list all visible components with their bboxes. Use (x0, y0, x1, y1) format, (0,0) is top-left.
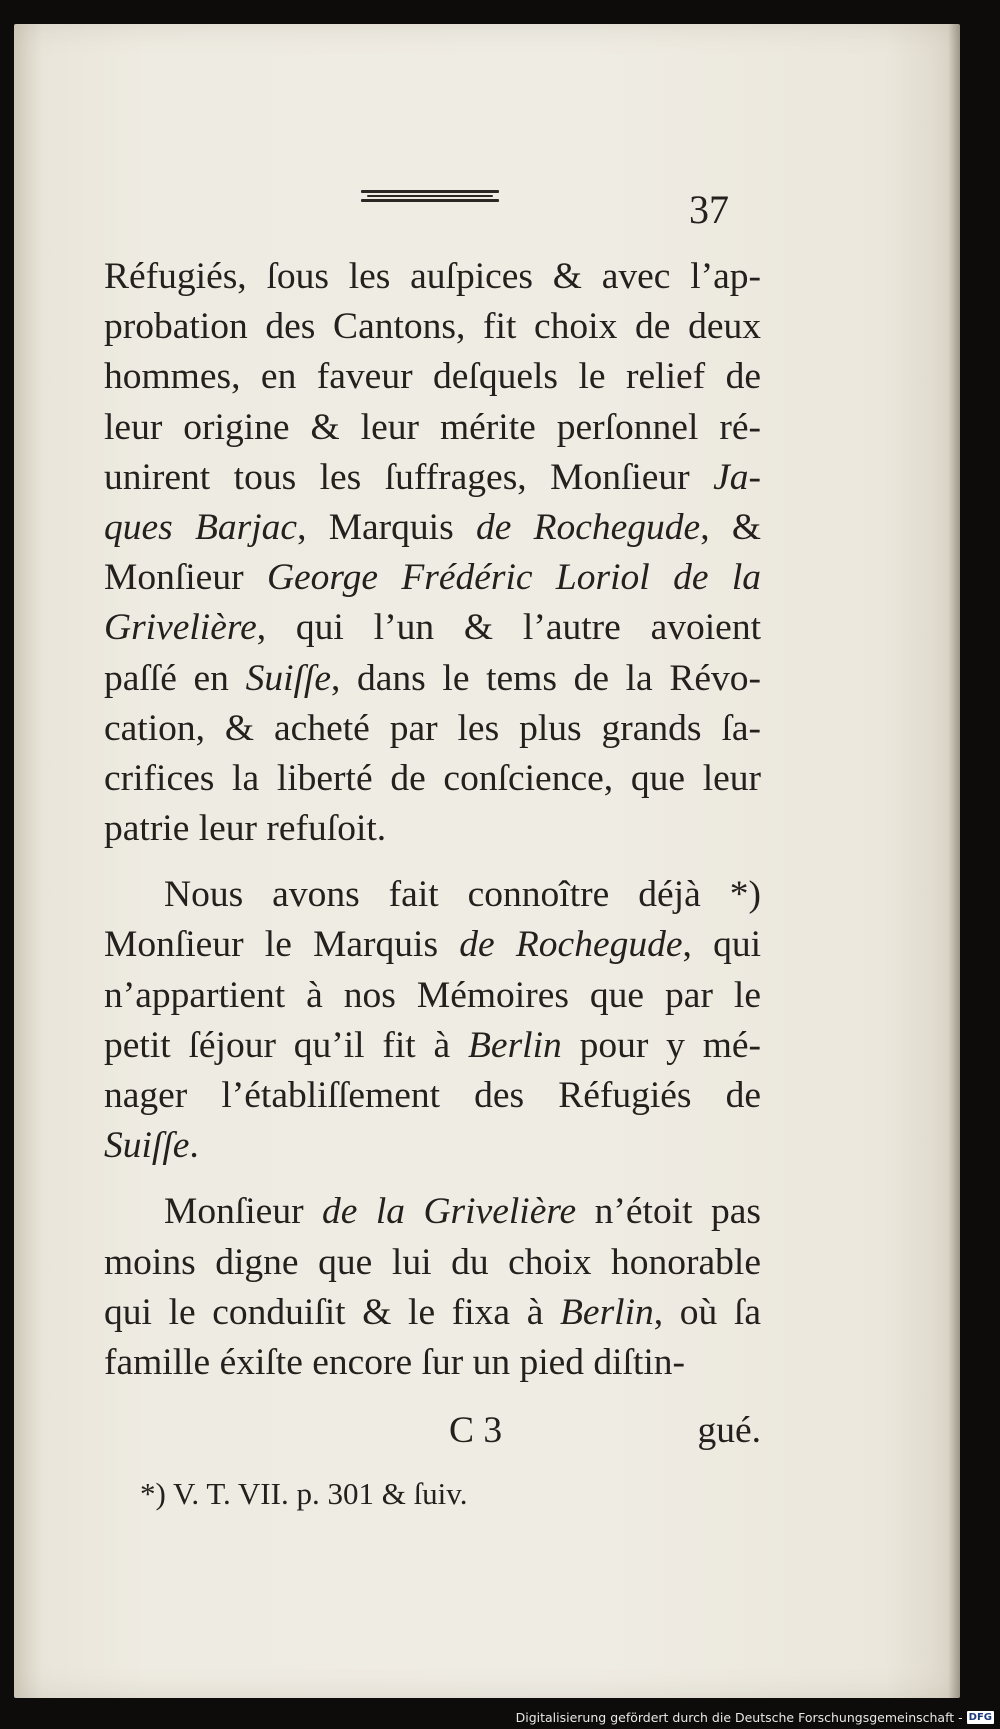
digitization-credit (516, 1710, 994, 1725)
text-segment: Nous avons fait connoître déjà *) (164, 874, 761, 916)
italic-text: Suiſſe (245, 657, 331, 699)
text-segment: probation des Cantons, fit choix de deux (104, 306, 761, 348)
body-text (104, 252, 761, 1388)
text-line (104, 1071, 761, 1121)
text-line (104, 553, 761, 603)
text-segment: , Marquis (297, 506, 476, 548)
italic-text: Grivelière (104, 607, 257, 649)
text-line (104, 870, 761, 920)
italic-text: Ja- (713, 456, 761, 498)
catchword: gué. (697, 1410, 761, 1451)
text-line (104, 1187, 761, 1237)
paragraph (104, 252, 761, 854)
text-segment: , qui l’un & l’autre avoient (256, 607, 761, 649)
text-segment: crifices la liberté de conſcience, que leur (104, 757, 761, 799)
text-segment: hommes, en faveur deſquels le relief de (104, 356, 761, 398)
text-segment: paſſé en (104, 657, 246, 699)
text-line (104, 352, 761, 402)
signature-mark: C 3 (449, 1410, 503, 1451)
paragraph (104, 870, 761, 1171)
text-line (104, 503, 761, 553)
text-segment: Monſieur le Marquis (104, 924, 460, 966)
text-line (104, 403, 761, 453)
text-line (104, 971, 761, 1021)
text-segment: , qui (682, 924, 761, 966)
italic-text: Berlin (468, 1024, 562, 1066)
page-number: 37 (689, 187, 729, 232)
text-line (104, 920, 761, 970)
italic-text: de Rochegude (475, 506, 701, 548)
text-segment: patrie leur refuſoit. (104, 808, 387, 850)
text-line (104, 654, 761, 704)
text-segment: petit ſéjour qu’il fit à (104, 1024, 469, 1066)
text-segment: cation, & acheté par les plus grands ſa- (104, 707, 761, 749)
text-segment: famille éxiſte encore ſur un pied diſtin- (104, 1341, 686, 1383)
text-segment: nager l’établiſſement des Réfugiés de (104, 1075, 761, 1116)
text-segment: , dans le tems de la Révo- (330, 657, 761, 699)
text-segment: qui le conduiſit & le fixa à (104, 1291, 561, 1333)
text-segment: , & (700, 506, 762, 548)
text-segment: unirent tous les ſuffrages, Monſieur (104, 456, 714, 498)
text-segment: Réfugiés, ſous les auſpices & avec l’ap- (104, 256, 761, 297)
page-foot-line (104, 1409, 761, 1459)
text-segment: leur origine & leur mérite perſonnel ré- (104, 406, 761, 448)
italic-text: George Frédéric Loriol de la (266, 557, 761, 599)
text-segment: pour y mé- (561, 1024, 761, 1066)
paragraph (104, 1187, 761, 1388)
dfg-logo: DFG (968, 1712, 992, 1723)
italic-text: de Rochegude (459, 924, 683, 966)
text-line (104, 804, 761, 854)
text-segment: Monſieur (104, 557, 267, 599)
text-line (104, 302, 761, 352)
text-line (104, 1021, 761, 1071)
footnote: *) V. T. VII. p. 301 & ſuiv. (140, 1476, 468, 1511)
text-line (104, 252, 761, 302)
text-line (104, 1238, 761, 1288)
text-segment: n’étoit pas (576, 1191, 761, 1233)
header-ornament (361, 190, 499, 202)
italic-text: de la Grivelière (322, 1191, 577, 1233)
text-segment: , où ſa (653, 1291, 761, 1333)
text-line (104, 603, 761, 653)
text-segment: . (189, 1125, 199, 1167)
text-line (104, 754, 761, 804)
text-line (104, 1338, 761, 1388)
text-segment: moins digne que lui du choix honorable (104, 1241, 761, 1283)
italic-text: Berlin (560, 1291, 654, 1333)
italic-text: Suiſſe (104, 1125, 190, 1167)
text-line (104, 453, 761, 503)
text-segment: n’appartient à nos Mémoires que par le (104, 974, 761, 1016)
credit-text: Digitalisierung gefördert durch die Deutsche Forschungsgemeinschaft - (515, 1710, 963, 1725)
text-line (104, 1121, 761, 1171)
text-line (104, 704, 761, 754)
italic-text: ques Barjac (104, 506, 298, 548)
text-segment: Monſieur (164, 1191, 323, 1233)
book-page (14, 24, 960, 1698)
text-line (104, 1288, 761, 1338)
